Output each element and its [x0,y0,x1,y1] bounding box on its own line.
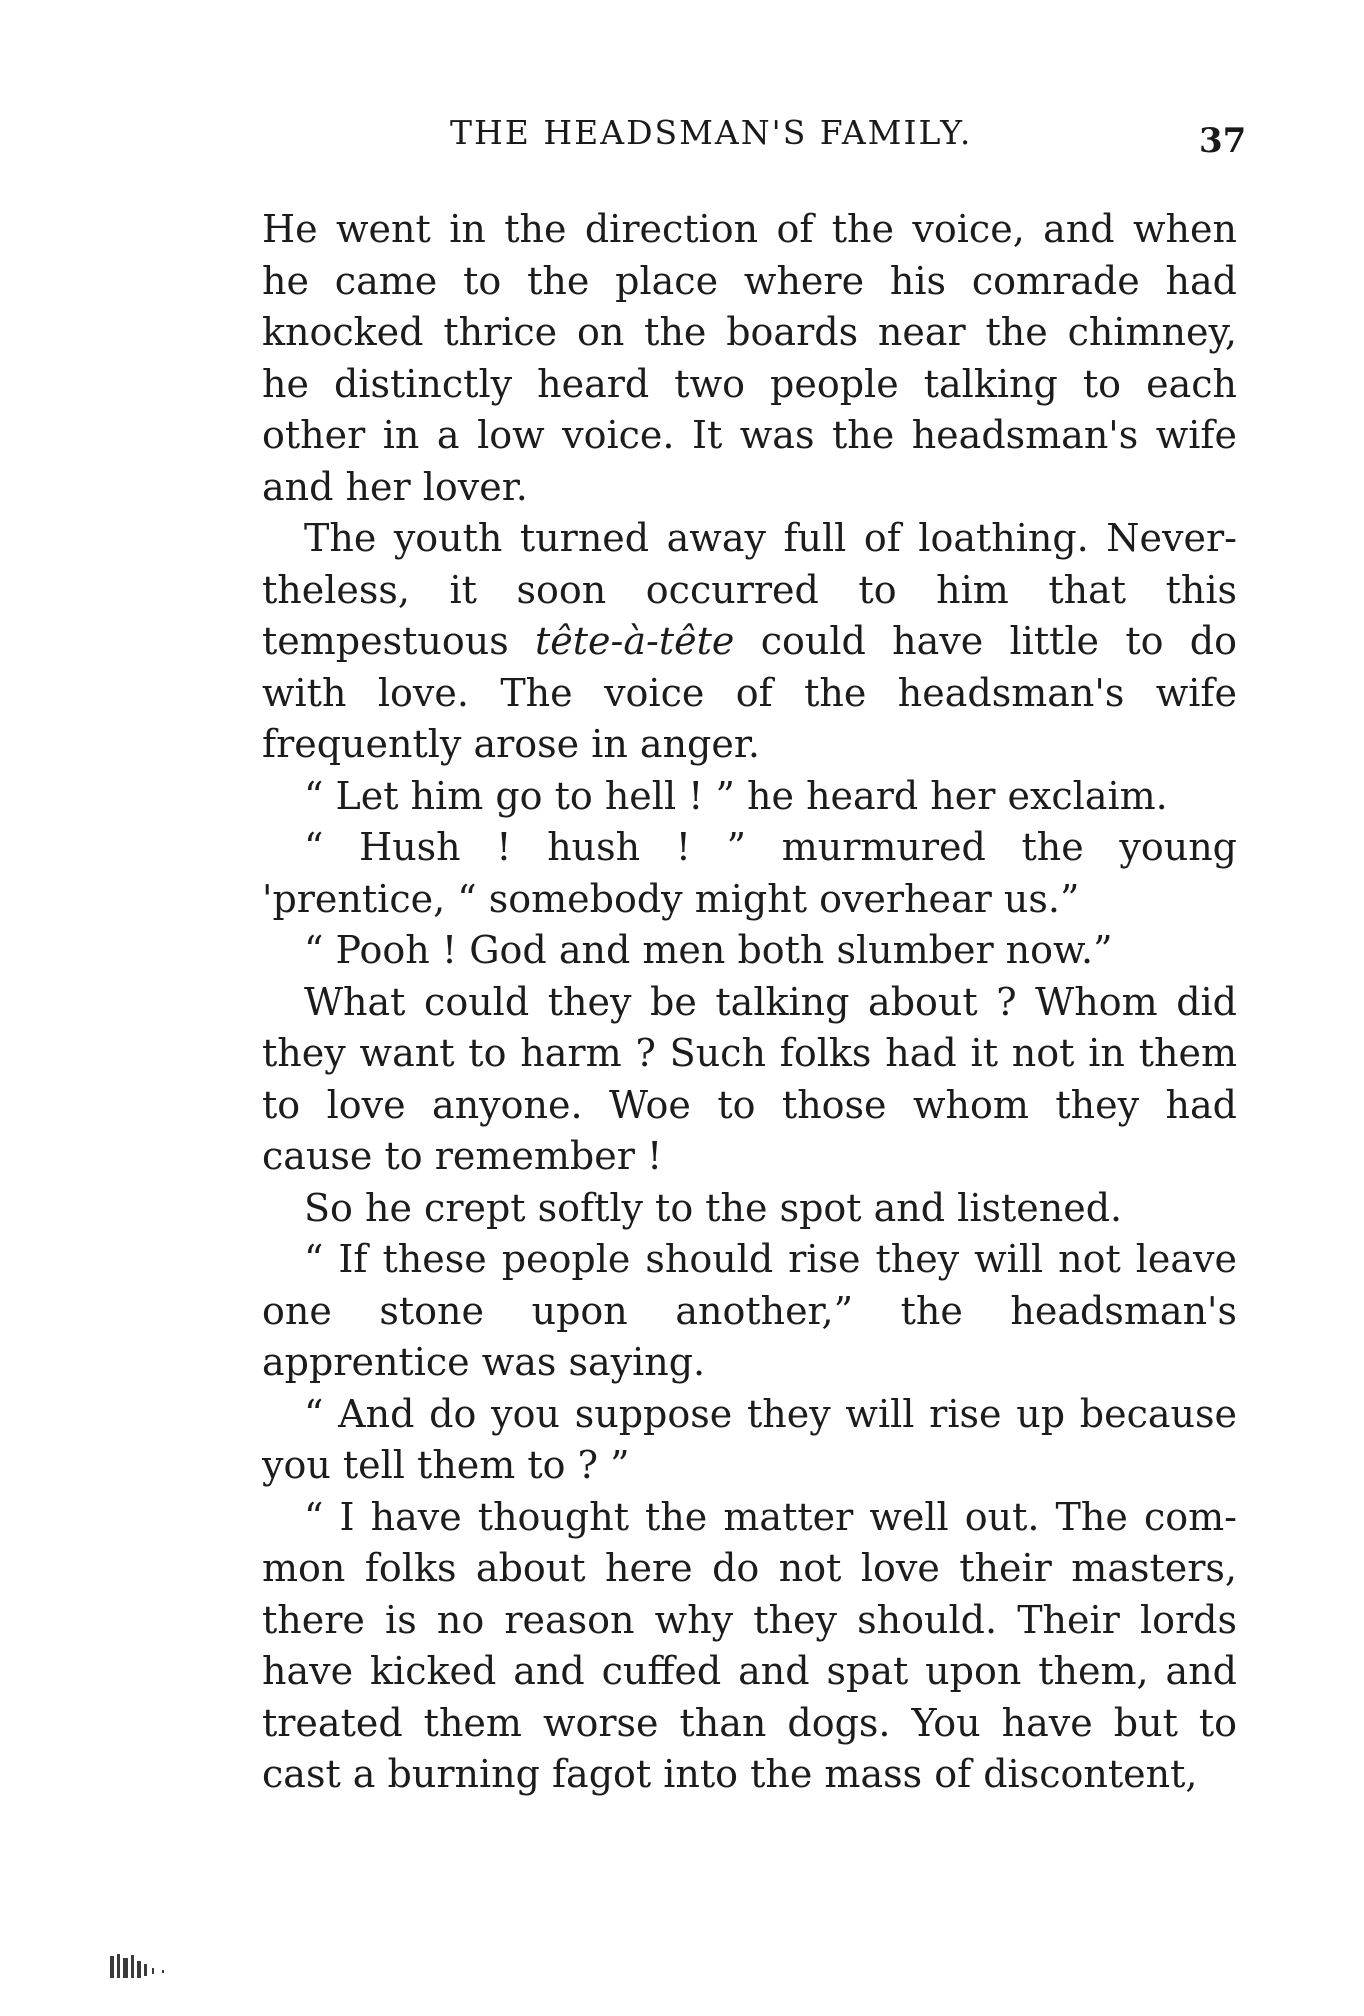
paragraph-5: “ Pooh ! God and men both slumber now.” [304,928,1113,972]
body-text [262,204,1237,1801]
paragraph-8: “ If these people should rise they will not leave one stone upon another,” the headsman's apprentice was saying. [262,1237,1237,1384]
paragraph-7: So he crept softly to the spot and listened. [304,1185,1123,1230]
running-head: THE HEADSMAN'S FAMILY. [450,113,973,152]
paragraph-6: What could they be talking about ? Whom did they want to harm ? Such folks had it not in them to love anyone. Woe to those whom they had cause to remember ! [262,979,1237,1178]
print-specks [110,1952,196,1980]
paragraph-1: He went in the direction of the voice, and when he came to the place where his comrade had knocked thrice on the boards near the chimney, he distinctly heard two people talking to each other in a low voice. It was the headsman's wife and her lover. [262,207,1237,509]
paragraph-2-part-a: The youth turned away full of loathing. Nevertheless, it soon occurred to him that this tempestuous [262,516,1237,663]
paragraph-4: “ Hush ! hush ! ” murmured the young 'prentice, “ somebody might overhear us.” [262,825,1237,921]
paragraph-2 [262,513,1237,771]
paragraph-10: “ I have thought the matter well out. The common folks about here do not love their masters, there is no reason why they should. Their lords have kicked and cuffed and spat upon them, and treated them worse than dogs. You have but to cast a burning fagot into the mass of discontent, [262,1494,1237,1796]
italic-phrase: tête-à-tête [535,619,735,663]
paragraph-2-part-b: could have little to do with love. The voice of the headsman's wife frequently arose in anger. [262,619,1237,766]
paragraph-3: “ Let him go to hell ! ” he heard her exclaim. [304,773,1168,818]
paragraph-9: “ And do you suppose they will rise up because you tell them to ? ” [262,1391,1237,1487]
page-number: 37 [1199,121,1247,161]
